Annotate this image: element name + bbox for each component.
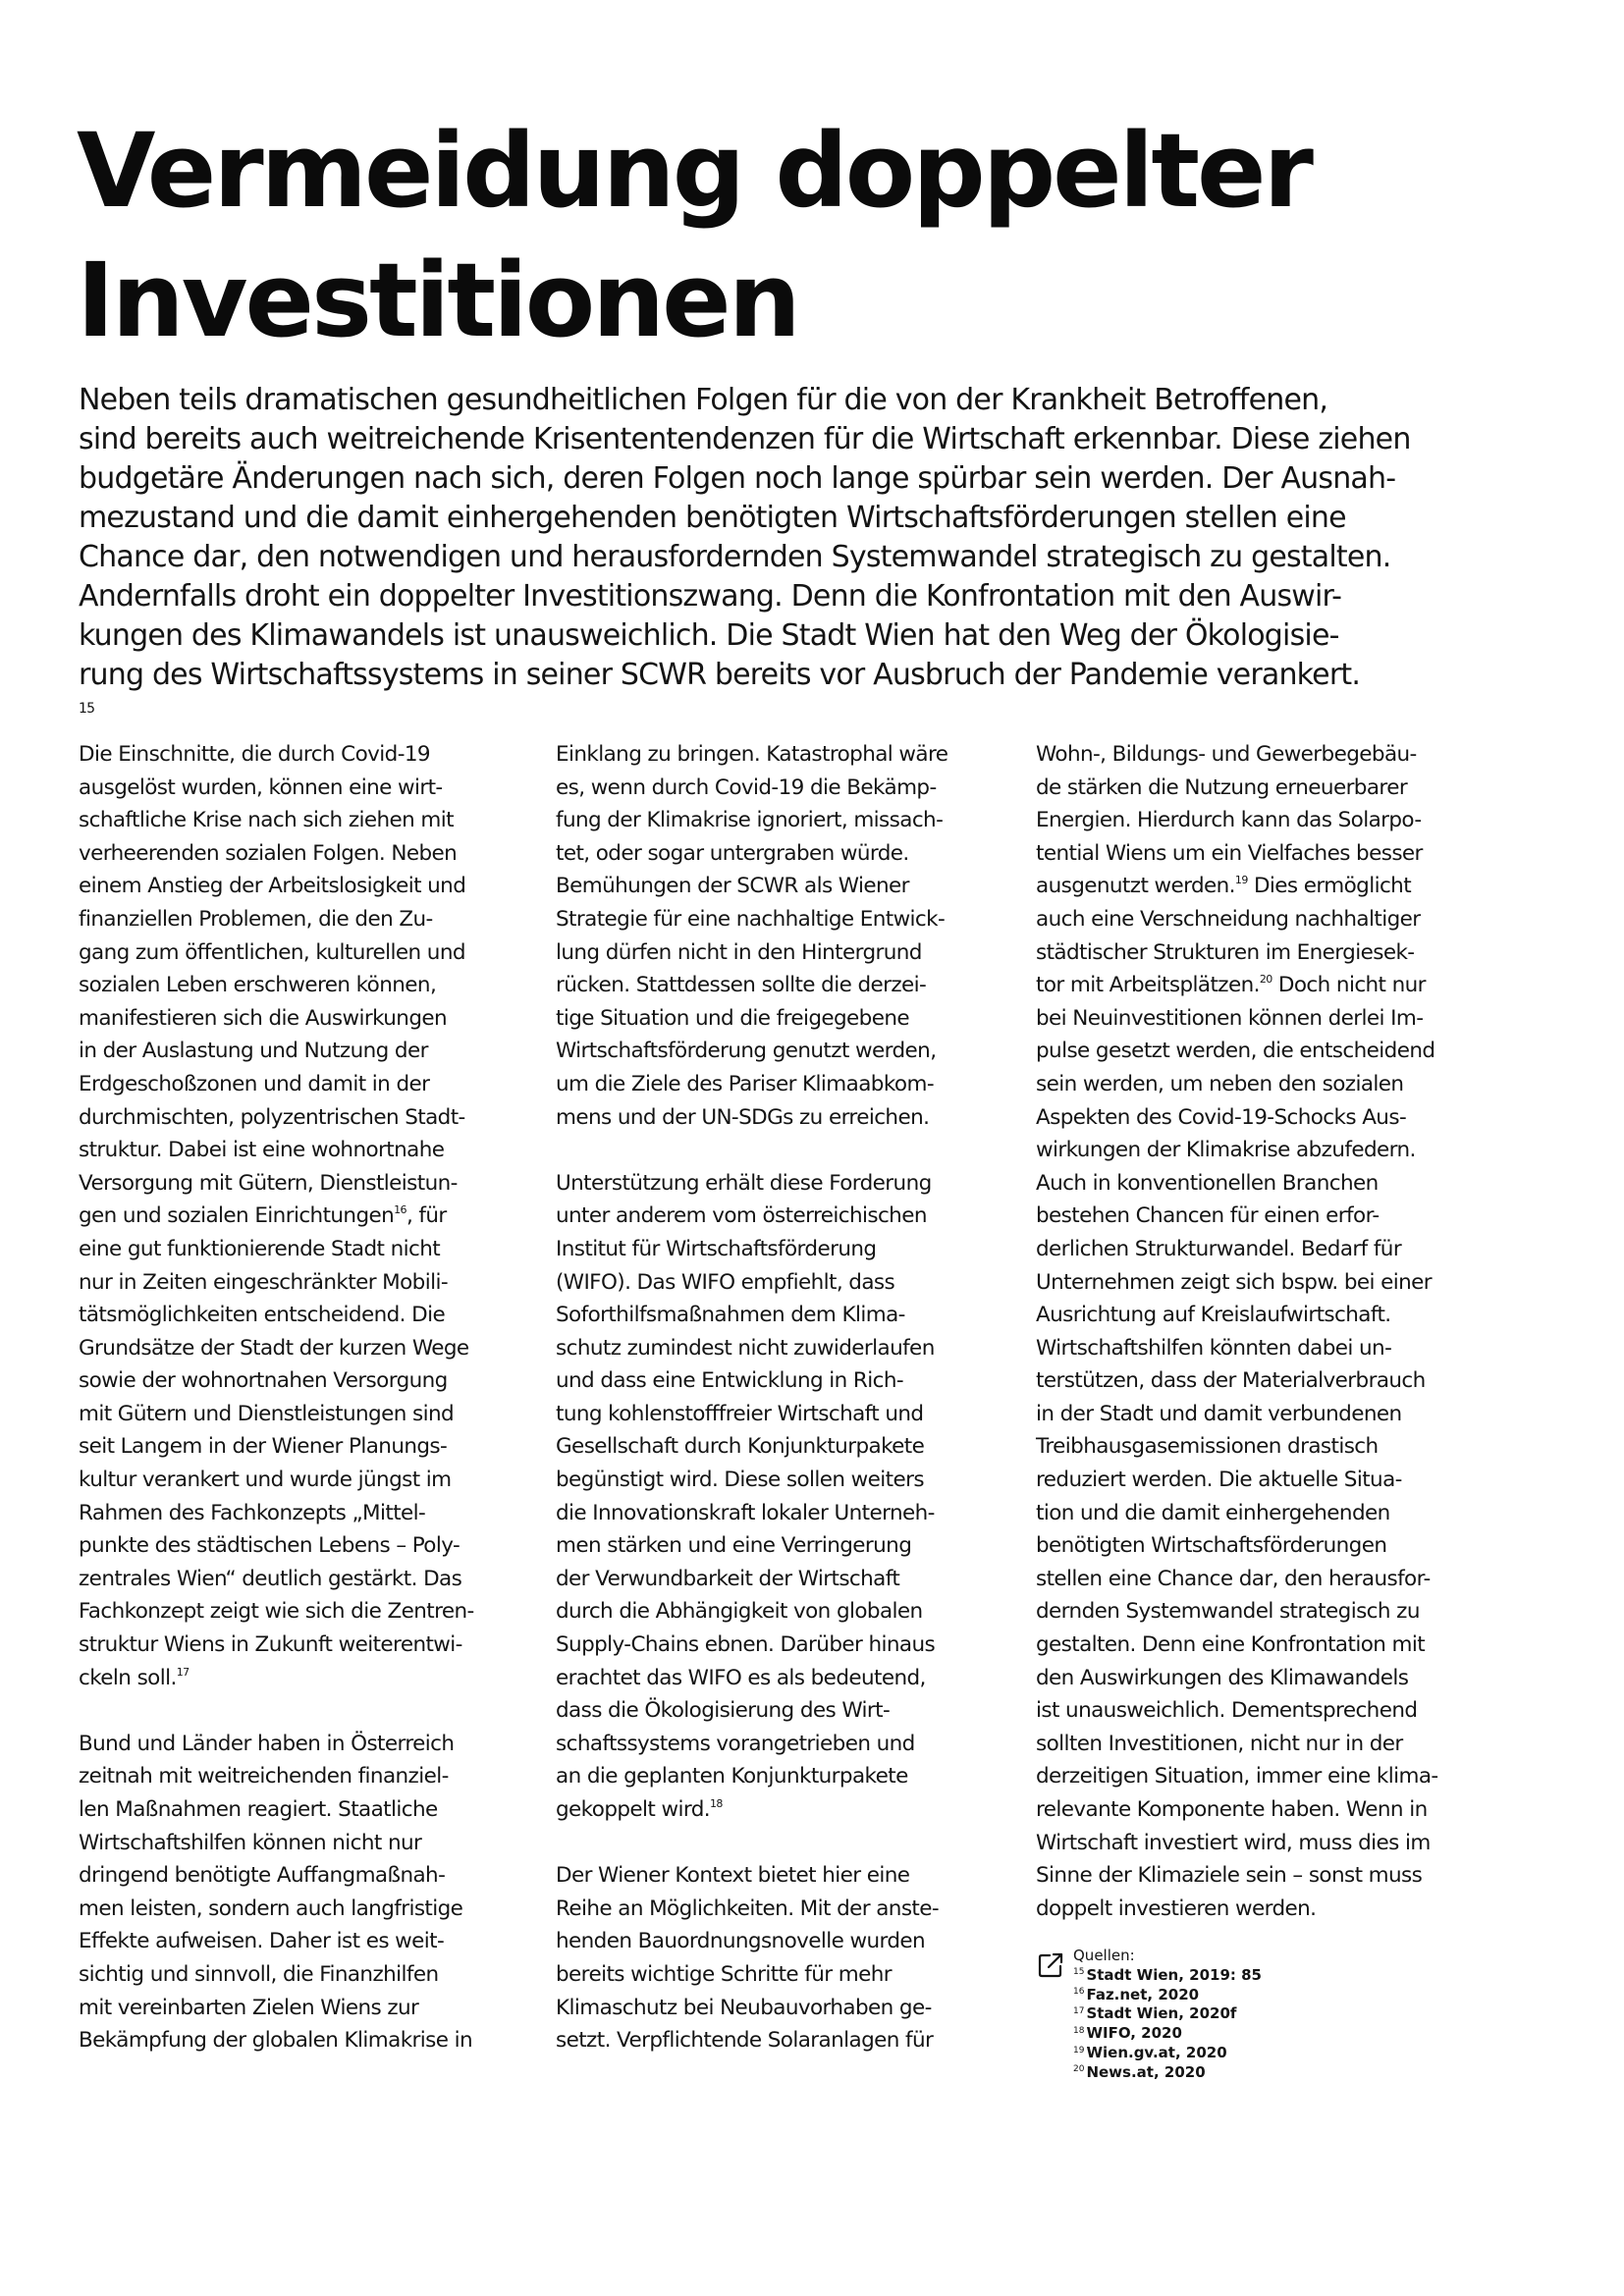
text-line: kultur verankert und wurde jüngst im (79, 1468, 452, 1493)
source-number: 16 (1073, 1987, 1085, 1998)
text-line: einem Anstieg der Arbeitslosigkeit und (79, 874, 466, 899)
text-line: nur in Zeiten eingeschränkter Mobili- (79, 1269, 449, 1295)
text-line: sowie der wohnortnahen Versorgung (79, 1368, 448, 1394)
text-line (79, 1200, 540, 1233)
text-line: tion und die damit einhergehenden (1036, 1500, 1390, 1525)
footnote-ref-15: 15 (79, 700, 95, 717)
text-line: schaftliche Krise nach sich ziehen mit (79, 808, 454, 833)
text-line: sollten Investitionen, nicht nur in der (1036, 1731, 1403, 1756)
text-line: tige Situation und die freigegebene (556, 1005, 910, 1031)
source-text: Stadt Wien, 2020f (1086, 2004, 1237, 2023)
text-line (79, 1662, 540, 1695)
text-line-part: tor mit Arbeitsplätzen. (1036, 973, 1260, 998)
text-line: um die Ziele des Pariser Klimaabkom- (556, 1071, 934, 1096)
text-line: sichtig und sinnvoll, die Finanzhilfen (79, 1961, 439, 1987)
source-number: 15 (1073, 1967, 1085, 1978)
text-line: lung dürfen nicht in den Hintergrund (556, 939, 922, 965)
text-line: seit Langem in der Wiener Planungs- (79, 1434, 448, 1460)
text-line: zeitnah mit weitreichenden finanziel- (79, 1764, 449, 1789)
text-line: Versorgung mit Gütern, Dienstleistun- (79, 1170, 458, 1196)
text-line: verheerenden sozialen Folgen. Neben (79, 840, 458, 866)
title-line-2: Investitionen (77, 240, 798, 360)
text-line (1036, 870, 1497, 903)
source-item (1073, 2044, 1262, 2063)
text-line: benötigten Wirtschaftsförderungen (1036, 1533, 1387, 1559)
text-line: städtischer Strukturen im Energiesek- (1036, 939, 1415, 965)
body-column-2 (556, 738, 1017, 2057)
text-line: wirkungen der Klimakrise abzufedern. (1036, 1138, 1416, 1163)
text-line: Reihe an Möglichkeiten. Mit der anste- (556, 1896, 940, 1921)
text-line: Unternehmen zeigt sich bspw. bei einer (1036, 1269, 1433, 1295)
footnote-ref-20: 20 (1259, 973, 1272, 987)
text-line: Ausrichtung auf Kreislaufwirtschaft. (1036, 1303, 1391, 1328)
text-line: setzt. Verpflichtende Solaranlagen für (556, 2028, 934, 2054)
lead-paragraph (79, 381, 1551, 734)
text-line: Grundsätze der Stadt der kurzen Wege (79, 1335, 469, 1361)
source-number: 17 (1073, 2006, 1085, 2016)
lead-line: Andernfalls droht ein doppelter Investitionszwang. Denn die Konfrontation mit den Auswir- (79, 579, 1342, 614)
text-line: manifestieren sich die Auswirkungen (79, 1005, 448, 1031)
text-line: tung kohlenstofffreier Wirtschaft und (556, 1401, 924, 1426)
text-line: Effekte aufweisen. Daher ist es weit- (79, 1929, 445, 1954)
text-line: auch eine Verschneidung nachhaltiger (1036, 906, 1421, 932)
footnote-ref-18: 18 (709, 1797, 723, 1811)
source-text: Wien.gv.at, 2020 (1086, 2043, 1227, 2061)
lead-line: Neben teils dramatischen gesundheitlichen Folgen für die von der Krankheit Betroffenen, (79, 383, 1328, 417)
text-line: reduziert werden. Die aktuelle Situa- (1036, 1468, 1402, 1493)
external-link-icon[interactable] (1036, 1950, 1065, 1980)
text-line: relevante Komponente haben. Wenn in (1036, 1797, 1428, 1822)
text-line: Supply-Chains ebnen. Darüber hinaus (556, 1632, 936, 1658)
text-line: Bemühungen der SCWR als Wiener (556, 874, 909, 899)
text-line: derzeitigen Situation, immer eine klima- (1036, 1764, 1438, 1789)
text-line: rücken. Stattdessen sollte die derzei- (556, 973, 927, 998)
text-line: durch die Abhängigkeit von globalen (556, 1599, 923, 1625)
text-line: Treibhausgasemissionen drastisch (1036, 1434, 1379, 1460)
text-line: erachtet das WIFO es als bedeutend, (556, 1665, 926, 1690)
text-line: men stärken und eine Verringerung (556, 1533, 912, 1559)
text-line: Strategie für eine nachhaltige Entwick- (556, 906, 946, 932)
text-line-part: , für (406, 1203, 447, 1229)
text-line: ausgelöst wurden, können eine wirt- (79, 774, 443, 800)
text-line: eine gut funktionierende Stadt nicht (79, 1236, 441, 1261)
text-line: in der Auslastung und Nutzung der (79, 1039, 428, 1064)
text-line: Auch in konventionellen Branchen (1036, 1170, 1379, 1196)
text-line-part: ausgenutzt werden. (1036, 874, 1235, 899)
text-line: mit Gütern und Dienstleistungen sind (79, 1401, 455, 1426)
text-line: Die Einschnitte, die durch Covid-19 (79, 742, 431, 767)
text-line: terstützen, dass der Materialverbrauch (1036, 1368, 1426, 1394)
text-line: Energien. Hierdurch kann das Solarpo- (1036, 808, 1422, 833)
text-line: sozialen Leben erschweren können, (79, 973, 437, 998)
sources-label: Quellen: (1073, 1947, 1135, 1964)
text-line: Klimaschutz bei Neubauvorhaben ge- (556, 1995, 932, 2020)
text-line: schaftssystems vorangetrieben und (556, 1731, 915, 1756)
text-line: Sinne der Klimaziele sein – sonst muss (1036, 1863, 1423, 1889)
text-line: unter anderem vom österreichischen (556, 1203, 927, 1229)
text-line-part: gekoppelt wird. (556, 1797, 710, 1822)
source-item (1073, 2024, 1262, 2044)
title-line-1: Vermeidung doppelter (77, 111, 1311, 231)
lead-line: budgetäre Änderungen nach sich, deren Folgen noch lange spürbar sein werden. Der Ausnah- (79, 461, 1396, 496)
text-line: Wirtschaftsförderung genutzt werden, (556, 1039, 937, 1064)
text-line: gang zum öffentlichen, kulturellen und (79, 939, 465, 965)
text-line: Wirtschaft investiert wird, muss dies im (1036, 1830, 1431, 1855)
text-line: Unterstützung erhält diese Forderung (556, 1170, 932, 1196)
source-text: Faz.net, 2020 (1086, 1985, 1200, 2003)
text-line: henden Bauordnungsnovelle wurden (556, 1929, 926, 1954)
text-line: punkte des städtischen Lebens – Poly- (79, 1533, 460, 1559)
text-line: an die geplanten Konjunkturpakete (556, 1764, 908, 1789)
body-column-3 (1036, 738, 1497, 1925)
text-line: Bekämpfung der globalen Klimakrise in (79, 2028, 473, 2054)
lead-line: Chance dar, den notwendigen und herausfordernden Systemwandel strategisch zu gestalten. (79, 540, 1391, 574)
source-number: 19 (1073, 2045, 1085, 2056)
text-line: pulse gesetzt werden, die entscheidend (1036, 1039, 1435, 1064)
source-text: Stadt Wien, 2019: 85 (1086, 1965, 1262, 1984)
lead-line-text: rung des Wirtschaftssystems in seiner SCWR bereits vor Ausbruch der Pandemie verankert. (79, 658, 1361, 692)
text-line: tential Wiens um ein Vielfaches besser (1036, 840, 1423, 866)
text-line: durchmischten, polyzentrischen Stadt- (79, 1104, 465, 1130)
text-line: Fachkonzept zeigt wie sich die Zentren- (79, 1599, 474, 1625)
text-line: derlichen Strukturwandel. Bedarf für (1036, 1236, 1402, 1261)
lead-line: sind bereits auch weitreichende Krisententendenzen für die Wirtschaft erkennbar. Diese ziehen (79, 422, 1411, 456)
source-item (1073, 2063, 1262, 2083)
text-line: Wohn-, Bildungs- und Gewerbegebäu- (1036, 742, 1417, 767)
footnote-ref-19: 19 (1234, 874, 1248, 887)
paragraph-gap (556, 1134, 1017, 1167)
text-line: Rahmen des Fachkonzepts „Mittel- (79, 1500, 426, 1525)
text-line: bereits wichtige Schritte für mehr (556, 1961, 892, 1987)
lead-line (79, 656, 1551, 734)
text-line-part: ckeln soll. (79, 1665, 177, 1690)
source-number: 18 (1073, 2025, 1085, 2036)
text-line: Einklang zu bringen. Katastrophal wäre (556, 742, 948, 767)
text-line: bestehen Chancen für einen erfor- (1036, 1203, 1380, 1229)
text-line: dernden Systemwandel strategisch zu (1036, 1599, 1420, 1625)
paragraph-gap (556, 1827, 1017, 1860)
text-line: den Auswirkungen des Klimawandels (1036, 1665, 1409, 1690)
source-item (1073, 2004, 1262, 2024)
text-line-part: Dies ermöglicht (1247, 874, 1412, 899)
text-line: zentrales Wien“ deutlich gestärkt. Das (79, 1566, 462, 1591)
text-line (1036, 969, 1497, 1002)
footnote-ref-17: 17 (176, 1665, 189, 1679)
lead-line: kungen des Klimawandels ist unausweichlich. Die Stadt Wien hat den Weg der Ökologisie- (79, 618, 1339, 653)
text-line: Aspekten des Covid-19-Schocks Aus- (1036, 1104, 1407, 1130)
text-line: struktur Wiens in Zukunft weiterentwi- (79, 1632, 462, 1658)
body-column-1 (79, 738, 540, 2057)
text-line-part: Doch nicht nur (1272, 973, 1426, 998)
text-line: in der Stadt und damit verbundenen (1036, 1401, 1402, 1426)
text-line: Der Wiener Kontext bietet hier eine (556, 1863, 910, 1889)
text-line: und dass eine Entwicklung in Rich- (556, 1368, 904, 1394)
text-line: mit vereinbarten Zielen Wiens zur (79, 1995, 419, 2020)
paragraph-gap (79, 1694, 540, 1728)
text-line: sein werden, um neben den sozialen (1036, 1071, 1404, 1096)
text-line: ist unausweichlich. Dementsprechend (1036, 1698, 1418, 1724)
text-line: mens und der UN-SDGs zu erreichen. (556, 1104, 930, 1130)
text-line: schutz zumindest nicht zuwiderlaufen (556, 1335, 935, 1361)
source-item (1073, 1986, 1262, 2005)
text-line: dringend benötigte Auffangmaßnah- (79, 1863, 446, 1889)
lead-line: mezustand und die damit einhergehenden benötigten Wirtschaftsförderungen stellen eine (79, 501, 1346, 535)
source-text: WIFO, 2020 (1086, 2024, 1182, 2043)
text-line: tet, oder sogar untergraben würde. (556, 840, 909, 866)
text-line: es, wenn durch Covid-19 die Bekämp- (556, 774, 937, 800)
source-text: News.at, 2020 (1086, 2062, 1206, 2081)
text-line: struktur. Dabei ist eine wohnortnahe (79, 1138, 445, 1163)
text-line: fung der Klimakrise ignoriert, missach- (556, 808, 944, 833)
text-line: Erdgeschoßzonen und damit in der (79, 1071, 430, 1096)
text-line: len Maßnahmen reagiert. Staatliche (79, 1797, 438, 1822)
text-line: gestalten. Denn eine Konfrontation mit (1036, 1632, 1426, 1658)
text-line: der Verwundbarkeit der Wirtschaft (556, 1566, 900, 1591)
text-line: doppelt investieren werden. (1036, 1896, 1317, 1921)
text-line: Wirtschaftshilfen könnten dabei un- (1036, 1335, 1392, 1361)
text-line (556, 1793, 1017, 1827)
footnote-ref-16: 16 (394, 1203, 406, 1217)
text-line: die Innovationskraft lokaler Unterneh- (556, 1500, 935, 1525)
sources-list (1073, 1947, 1262, 2083)
text-line: Soforthilfsmaßnahmen dem Klima- (556, 1303, 905, 1328)
text-line: tätsmöglichkeiten entscheidend. Die (79, 1303, 446, 1328)
text-line: men leisten, sondern auch langfristige (79, 1896, 463, 1921)
text-line: Gesellschaft durch Konjunkturpakete (556, 1434, 925, 1460)
text-line: Bund und Länder haben in Österreich (79, 1731, 455, 1756)
source-item (1073, 1966, 1262, 1986)
page-title (77, 106, 1549, 365)
text-line: de stärken die Nutzung erneuerbarer (1036, 774, 1408, 800)
text-line: begünstigt wird. Diese sollen weiters (556, 1468, 924, 1493)
text-line: dass die Ökologisierung des Wirt- (556, 1698, 891, 1724)
text-line: (WIFO). Das WIFO empfiehlt, dass (556, 1269, 895, 1295)
text-line: finanziellen Problemen, die den Zu- (79, 906, 433, 932)
source-number: 20 (1073, 2064, 1085, 2075)
text-line: Institut für Wirtschaftsförderung (556, 1236, 877, 1261)
text-line: stellen eine Chance dar, den herausfor- (1036, 1566, 1431, 1591)
text-line-part: gen und sozialen Einrichtungen (79, 1203, 395, 1229)
text-line: Wirtschaftshilfen können nicht nur (79, 1830, 422, 1855)
text-line: bei Neuinvestitionen können derlei Im- (1036, 1005, 1424, 1031)
